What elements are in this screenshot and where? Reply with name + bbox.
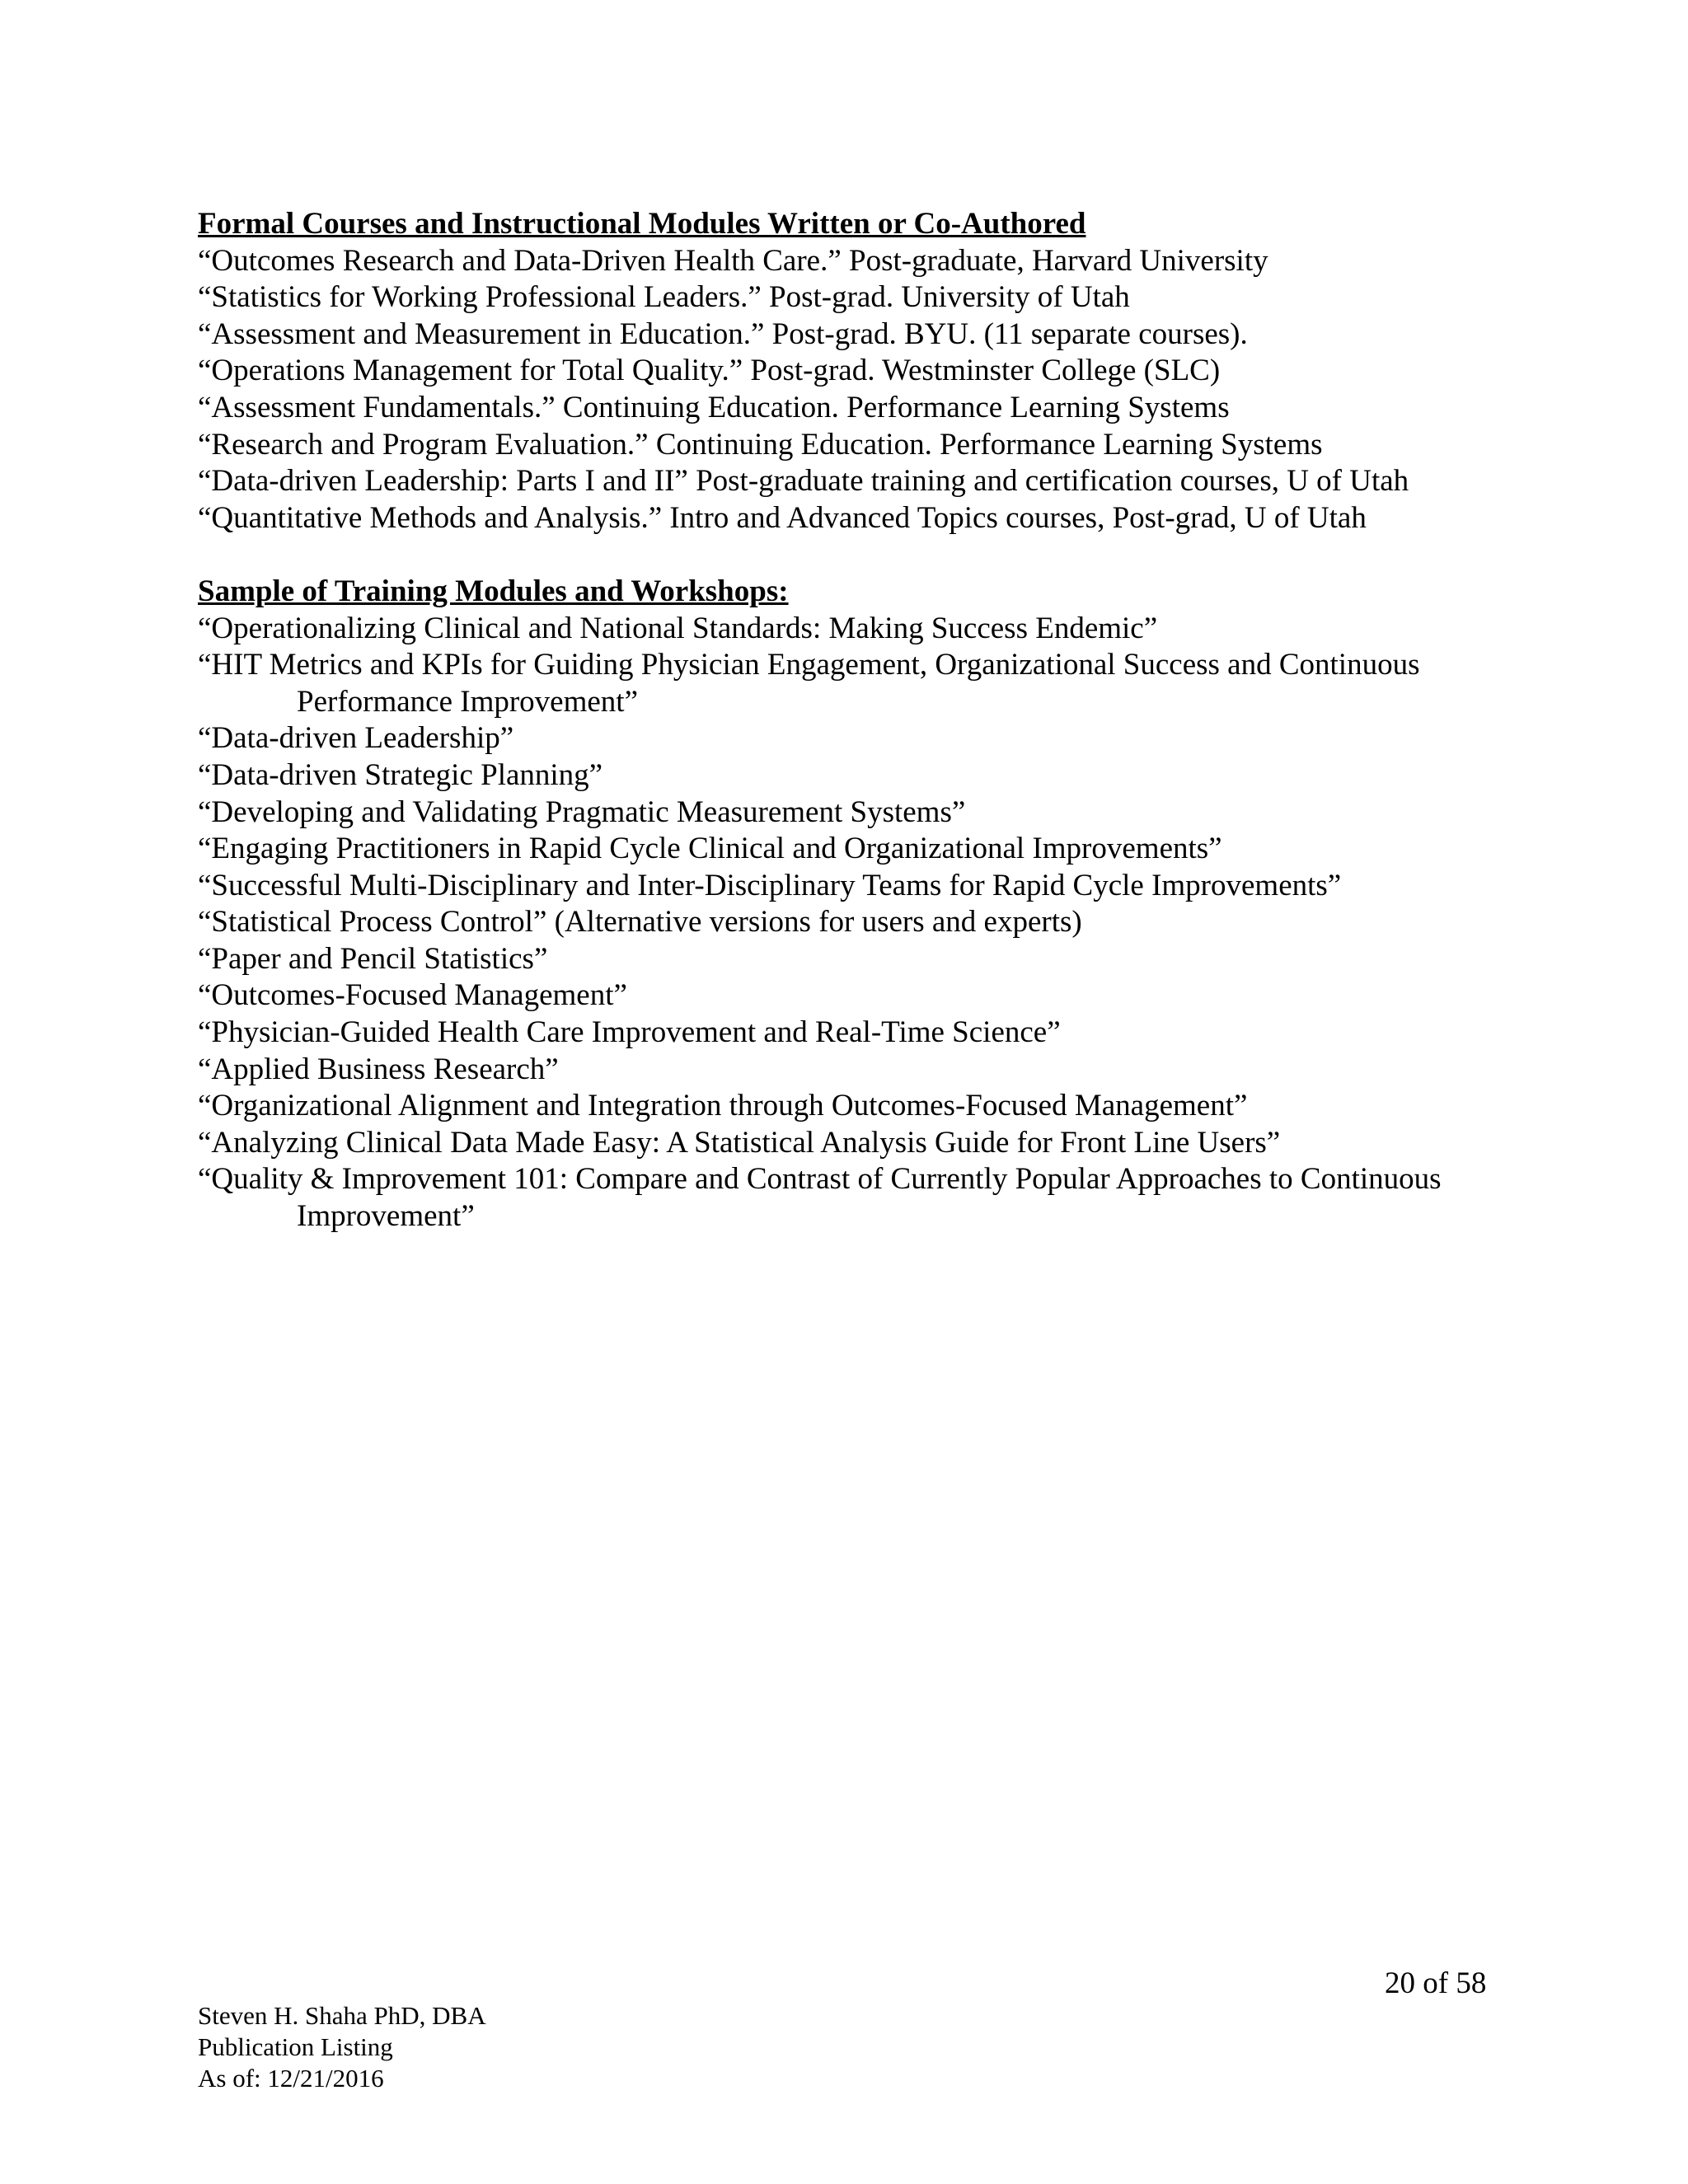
list-item: “Data-driven Leadership” — [198, 721, 514, 756]
list-item: “Outcomes-Focused Management” — [198, 978, 627, 1013]
section-heading: Sample of Training Modules and Workshops: — [198, 574, 789, 608]
list-item: “Organizational Alignment and Integration through Outcomes-Focused Management” — [198, 1089, 1248, 1123]
list-item: “Data-driven Strategic Planning” — [198, 757, 603, 792]
footer-doc-title: Publication Listing — [198, 2032, 393, 2061]
list-item: “Applied Business Research” — [198, 1052, 559, 1086]
section-formal-courses — [198, 206, 1533, 537]
list-item: “Analyzing Clinical Data Made Easy: A Statistical Analysis Guide for Front Line Users” — [198, 1125, 1281, 1160]
section-spacer — [198, 537, 1533, 574]
section-heading: Formal Courses and Instructional Modules Written or Co-Authored — [198, 207, 1086, 241]
list-item: “Successful Multi-Disciplinary and Inter-Disciplinary Teams for Rapid Cycle Improvements” — [198, 868, 1342, 902]
list-item: “Operations Management for Total Quality.” Post-grad. Westminster College (SLC) — [198, 354, 1221, 388]
document-body — [198, 206, 1533, 1235]
list-item: “Data-driven Leadership: Parts I and II” Post-graduate training and certification courses, U of Utah — [198, 464, 1409, 499]
page-number: 20 of 58 — [1385, 1966, 1487, 2000]
list-item: “Assessment Fundamentals.” Continuing Education. Performance Learning Systems — [198, 390, 1230, 424]
list-item: “Operationalizing Clinical and National Standards: Making Success Endemic” — [198, 611, 1158, 645]
list-item: “Quantitative Methods and Analysis.” Intro and Advanced Topics courses, Post-grad, U of Utah — [198, 500, 1367, 535]
list-item: “Assessment and Measurement in Education.” Post-grad. BYU. (11 separate courses). — [198, 316, 1248, 351]
section-training-modules — [198, 574, 1533, 1235]
list-item: “Engaging Practitioners in Rapid Cycle Clinical and Organizational Improvements” — [198, 832, 1222, 866]
footer-date: As of: 12/21/2016 — [198, 2064, 384, 2093]
list-item: “Paper and Pencil Statistics” — [198, 941, 548, 976]
list-item: “Physician-Guided Health Care Improvement and Real-Time Science” — [198, 1015, 1061, 1050]
page-footer — [198, 2000, 486, 2094]
list-item: “Statistics for Working Professional Leaders.” Post-grad. University of Utah — [198, 280, 1130, 315]
list-item: “Statistical Process Control” (Alternative versions for users and experts) — [198, 905, 1082, 940]
list-item: “Developing and Validating Pragmatic Measurement Systems” — [198, 794, 966, 829]
list-item: “HIT Metrics and KPIs for Guiding Physician Engagement, Organizational Success and Continuous Performance Improvement” — [198, 648, 1420, 719]
list-item: “Outcomes Research and Data-Driven Health Care.” Post-graduate, Harvard University — [198, 243, 1268, 278]
list-item: “Research and Program Evaluation.” Continuing Education. Performance Learning Systems — [198, 427, 1323, 462]
list-item: “Quality & Improvement 101: Compare and Contrast of Currently Popular Approaches to Continuous Improvement” — [198, 1162, 1442, 1234]
footer-author: Steven H. Shaha PhD, DBA — [198, 2001, 486, 2030]
